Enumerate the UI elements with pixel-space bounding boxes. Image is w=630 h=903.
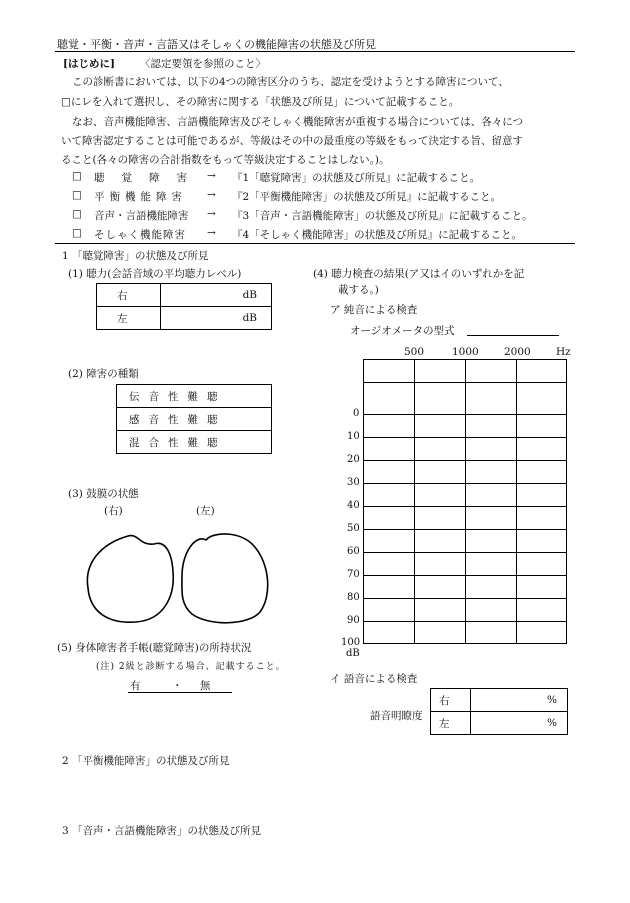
- db-tick-label: 20: [347, 454, 360, 465]
- intro-p1-line2: □にレを入れて選択し、その障害に関する「状態及び所見」について記載すること。: [61, 96, 460, 108]
- arrow-icon: →: [207, 227, 216, 239]
- handbook-separator: ・: [172, 680, 183, 692]
- intro-p2-line1: なお、音声機能障害、言語機能障害及びそしゃく機能障害が重複する場合については、各々につ: [72, 116, 524, 128]
- checkbox-icon[interactable]: □: [72, 208, 82, 220]
- handbook-no-option[interactable]: 無: [200, 680, 211, 692]
- intro-note: 〈認定要領を参照のこと〉: [140, 58, 266, 70]
- q5-note: (注) 2級と診断する場合、記載すること。: [96, 662, 286, 672]
- speech-test-title: イ 語音による検査: [330, 673, 418, 685]
- type-option[interactable]: 伝音性難聴: [117, 385, 272, 408]
- db-tick-label: 80: [347, 592, 360, 603]
- checkbox-icon[interactable]: □: [72, 170, 82, 182]
- section1-title: 1 「聴覚障害」の状態及び所見: [62, 250, 209, 262]
- intro-p2-line2: いて障害認定することは可能であるが、等級はその中の最重度の等級をもって決定する旨、留意す: [61, 135, 523, 147]
- intro-rule: [55, 243, 575, 244]
- handbook-yes-option[interactable]: 有: [130, 680, 141, 692]
- checklist-name: 音声・言語機能障害: [94, 210, 189, 222]
- q2-label: (2) 障害の種類: [68, 368, 139, 380]
- db-tick-label: 70: [347, 569, 360, 580]
- hearing-input-left[interactable]: dB: [161, 307, 272, 330]
- intro-heading: [はじめに]: [63, 58, 115, 70]
- checklist-name: 聴覚障害: [94, 172, 204, 184]
- checklist-name: 平衡機能障害: [94, 191, 187, 203]
- checklist-text: 『4「そしゃく機能障害」の状態及び所見』に記載すること。: [232, 229, 523, 241]
- checklist-text: 『1「聴覚障害」の状態及び所見』に記載すること。: [232, 172, 481, 184]
- intro-p1-line1: この診断書においては、以下の4つの障害区分のうち、認定を受けようとする障害について、: [72, 76, 509, 88]
- q5-label: (5) 身体障害者手帳(聴覚障害)の所持状況: [57, 642, 252, 654]
- handbook-status: [128, 678, 232, 693]
- freq-label: 2000: [504, 346, 531, 358]
- q3-label: (3) 鼓膜の状態: [68, 488, 139, 500]
- checklist-text: 『3「音声・言語機能障害」の状態及び所見』に記載すること。: [232, 210, 533, 222]
- checklist-text: 『2「平衡機能障害」の状態及び所見』に記載すること。: [232, 191, 502, 203]
- hearing-input-right[interactable]: dB: [161, 284, 272, 307]
- hearing-row-left: [97, 307, 272, 330]
- speech-clarity-label: 語音明瞭度: [370, 710, 423, 722]
- eardrum-left-outline: [182, 534, 268, 623]
- db-tick-label: 50: [347, 523, 360, 534]
- db-tick-label: 40: [347, 500, 360, 511]
- hearing-row-right: [97, 284, 272, 307]
- section3-title: 3 「音声・言語機能障害」の状態及び所見: [62, 825, 262, 837]
- speech-side-label: 左: [431, 712, 471, 735]
- checkbox-icon[interactable]: □: [72, 227, 82, 239]
- db-tick-label: 0: [353, 408, 360, 419]
- eardrum-right-label: (右): [104, 505, 123, 517]
- arrow-icon: →: [207, 170, 216, 182]
- speech-input-right[interactable]: %: [471, 689, 568, 712]
- hearing-level-table: [96, 283, 272, 330]
- db-tick-label: 30: [347, 477, 360, 488]
- arrow-icon: →: [207, 189, 216, 201]
- disability-type-table: [116, 384, 272, 454]
- eardrum-diagram: [78, 524, 278, 628]
- q1-label: (1) 聴力(会話音域の平均聴力レベル): [68, 268, 242, 280]
- freq-unit: Hz: [556, 346, 571, 358]
- title-rule: [55, 51, 575, 52]
- type-option[interactable]: 混合性難聴: [117, 431, 272, 454]
- audiometer-model-field[interactable]: [467, 335, 559, 336]
- q4-label-line2: 載する。): [338, 284, 379, 296]
- arrow-icon: →: [207, 208, 216, 220]
- db-tick-label: 60: [347, 546, 360, 557]
- q4-label-line1: (4) 聴力検査の結果(ア又はイのいずれかを記: [313, 268, 525, 280]
- eardrum-left-label: (左): [196, 505, 215, 517]
- type-option[interactable]: 感音性難聴: [117, 408, 272, 431]
- intro-p2-line3: ること(各々の障害の合計指数をもって等級決定することはしない。)。: [61, 154, 390, 166]
- freq-label: 1000: [452, 346, 479, 358]
- speech-input-left[interactable]: %: [471, 712, 568, 735]
- speech-clarity-table: [430, 688, 568, 735]
- checkbox-icon[interactable]: □: [72, 189, 82, 201]
- audiogram-grid[interactable]: [363, 359, 568, 645]
- db-tick-label: 10: [347, 431, 360, 442]
- db-unit-label: dB: [346, 648, 360, 659]
- eardrum-right-outline: [87, 536, 173, 623]
- db-tick-label: 90: [347, 615, 360, 626]
- checklist-name: そしゃく機能障害: [94, 229, 186, 241]
- hearing-side-label: 左: [97, 307, 161, 330]
- hearing-side-label: 右: [97, 284, 161, 307]
- audiometer-model-label: オージオメータの型式: [350, 325, 455, 337]
- pure-tone-title: ア 純音による検査: [330, 304, 418, 316]
- freq-label: 500: [404, 346, 425, 358]
- section2-title: 2 「平衡機能障害」の状態及び所見: [62, 755, 230, 767]
- page-title: 聴覚・平衡・音声・言語又はそしゃくの機能障害の状態及び所見: [57, 38, 376, 51]
- db-tick-label: 100: [341, 637, 361, 648]
- speech-side-label: 右: [431, 689, 471, 712]
